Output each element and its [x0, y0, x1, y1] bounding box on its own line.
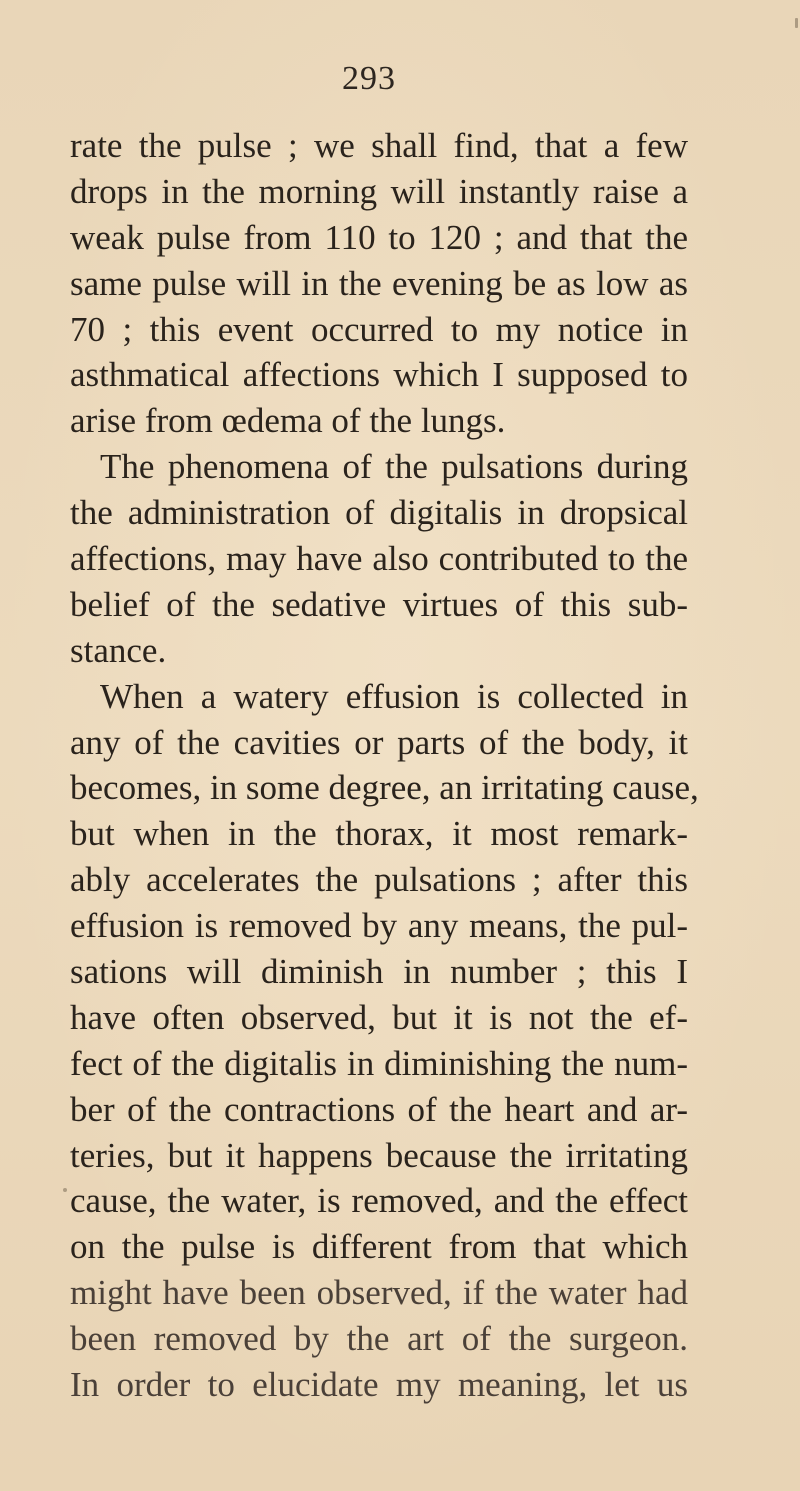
- text-line: been removed by the art of the surgeon.: [70, 1319, 688, 1359]
- paragraph-first-line: When a watery effusion is collected in: [100, 676, 688, 716]
- text-line: stance.: [70, 630, 167, 670]
- text-line: drops in the morning will instantly raise a: [70, 171, 688, 211]
- text-line: the administration of digitalis in dropsical: [70, 493, 688, 533]
- text-line: cause, the water, is removed, and the effect: [70, 1181, 688, 1221]
- text-line: arise from œdema of the lungs.: [70, 401, 506, 441]
- page-number: 293: [342, 60, 396, 97]
- text-line: but when in the thorax, it most remark-: [70, 814, 688, 854]
- paper-speck: [795, 18, 798, 28]
- text-line: affections, may have also contributed to the: [70, 539, 688, 579]
- text-line: sations will diminish in number ; this I: [70, 952, 688, 992]
- text-line: might have been observed, if the water had: [70, 1273, 688, 1313]
- text-line: ber of the contractions of the heart and ar-: [70, 1089, 688, 1129]
- text-line: becomes, in some degree, an irritating cause,: [70, 768, 699, 808]
- text-line: asthmatical affections which I supposed to: [70, 355, 688, 395]
- body-text: [70, 123, 699, 1408]
- text-line: any of the cavities or parts of the body, it: [70, 722, 688, 762]
- text-line: 70 ; this event occurred to my notice in: [70, 309, 688, 349]
- text-line: effusion is removed by any means, the pul-: [70, 906, 688, 946]
- paragraph-first-line: The phenomena of the pulsations during: [100, 447, 688, 487]
- text-line: fect of the digitalis in diminishing the num-: [70, 1043, 688, 1083]
- text-line: belief of the sedative virtues of this sub-: [70, 584, 688, 624]
- text-line: have often observed, but it is not the ef-: [70, 997, 688, 1037]
- text-line: rate the pulse ; we shall find, that a few: [70, 126, 688, 165]
- text-line: on the pulse is different from that which: [70, 1227, 688, 1267]
- paper-speck: [63, 1188, 67, 1192]
- text-line: weak pulse from 110 to 120 ; and that the: [70, 217, 688, 257]
- text-line: teries, but it happens because the irritating: [70, 1135, 688, 1175]
- text-line: ably accelerates the pulsations ; after this: [70, 860, 688, 900]
- text-line: In order to elucidate my meaning, let us: [70, 1365, 688, 1405]
- text-line: same pulse will in the evening be as low as: [70, 263, 688, 303]
